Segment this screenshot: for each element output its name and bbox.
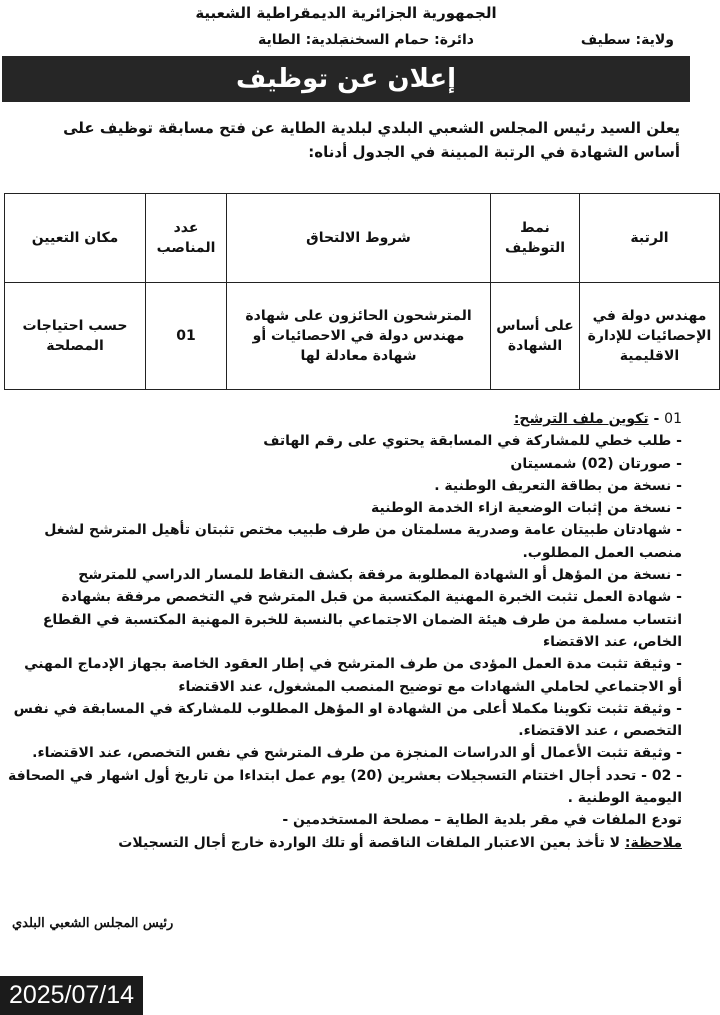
list-item: - نسخة من المؤهل أو الشهادة المطلوبة مرفقة بكشف النقاط للمسار الدراسي للمترشح [78,567,682,584]
column-header-conditions: شروط الالتحاق [227,194,491,283]
table-row [5,283,720,390]
section-1-title: تكوين ملف الترشح: [513,411,649,427]
section-2-text: تحدد أجال اختتام التسجيلات بعشرين (20) يوم عمل ابتداءا من تاريخ أول اشهار في الصحافة اليومية الوطنية . [8,767,682,807]
cell-placement: حسب احتياجات المصلحة [5,283,146,390]
cell-conditions: المترشحون الحائزون على شهادة مهندس دولة في الاحصائيات أو شهادة معادلة لها [227,283,491,390]
section-1-number: 01 [664,411,682,427]
list-item: - وثيقة تثبت الأعمال أو الدراسات المنجزة من طرف المترشح في نفس التخصص، عند الاقتضاء. [32,745,682,762]
announcement-title-banner: إعلان عن توظيف [2,56,690,102]
list-item: - نسخة من إثبات الوضعية ازاء الخدمة الوطنية [371,500,682,517]
column-header-positions-count: عدد المناصب [146,194,227,283]
positions-table [4,193,720,390]
baladia-label: بلدية: الطاية [258,32,344,48]
list-item: - صورتان (02) شمسيتان [510,455,682,472]
section-2-number: 02 [651,767,672,784]
section-2: - 02 - تحدد أجال اختتام التسجيلات بعشرين (20) يوم عمل ابتداءا من تاريخ أول اشهار في الصحافة اليومية الوطنية . [8,767,682,807]
deposit-line: تودع الملفات في مقر بلدية الطاية – مصلحة المستخدمين - [282,812,682,829]
publication-date: 2025/07/14 [0,976,143,1015]
column-header-recruitment-mode: نمط التوظيف [491,194,580,283]
list-item: - شهادة العمل تثبت الخبرة المهنية المكتسبة من قبل المترشح في التخصص مرفقة بشهادة انتساب مسلمة من طرف هيئة الضمان الاجتماعي بالنسبة للخبرة المهنية المكتسبة في القطاع الخاص، عند الاقتضاء [42,589,682,650]
note-label: ملاحظة: [624,834,682,851]
section-1-heading: 01 - تكوين ملف الترشح: [513,411,682,427]
cell-positions-count: 01 [146,283,227,390]
table-header-row [5,194,720,283]
note-line [8,832,682,854]
daira-label: دائرة: حمام السخنة [340,32,474,48]
cell-rank: مهندس دولة في الإحصائيات للإدارة الاقليمية [580,283,720,390]
list-item: - نسخة من بطاقة التعريف الوطنية . [434,477,682,494]
list-item: - شهادتان طبيتان عامة وصدرية مسلمتان من طرف طبيب مختص تثبتان تأهيل المترشح لشغل منصب العمل المطلوب. [44,522,682,561]
list-item: - وثيقة تثبت تكوينا مكملا أعلى من الشهادة او المؤهل المطلوب للمشاركة في المسابقة في نفس التخصص ، عند الاقتضاء. [13,700,682,740]
republic-header: الجمهورية الجزائرية الديمقراطية الشعبية [195,4,497,22]
wilaya-label: ولاية: سطيف [580,32,674,48]
cell-recruitment-mode: على أساس الشهادة [491,283,580,390]
column-header-rank: الرتبة [580,194,720,283]
note-text: لا تأخذ بعين الاعتبار الملفات الناقصة أو تلك الواردة خارج أجال التسجيلات [118,834,620,851]
administrative-line [100,32,674,54]
list-item: - وثيقة تثبت مدة العمل المؤدى من طرف المترشح في إطار العقود الخاصة بجهاز الإدماج المهني أو الاجتماعي لحاملي الشهادات مع توضيح المنصب المشغول، عند الاقتضاء [24,656,682,695]
column-header-placement: مكان التعيين [5,194,146,283]
list-item: - طلب خطي للمشاركة في المسابقة يحتوي على رقم الهاتف [263,433,682,450]
announcement-body [8,408,682,854]
signature-title: رئيس المجلس الشعبي البلدي [12,916,174,931]
intro-paragraph: يعلن السيد رئيس المجلس الشعبي البلدي لبلدية الطاية عن فتح مسابقة توظيف على أساس الشهادة في الرتبة المبينة في الجدول أدناه: [63,119,680,161]
